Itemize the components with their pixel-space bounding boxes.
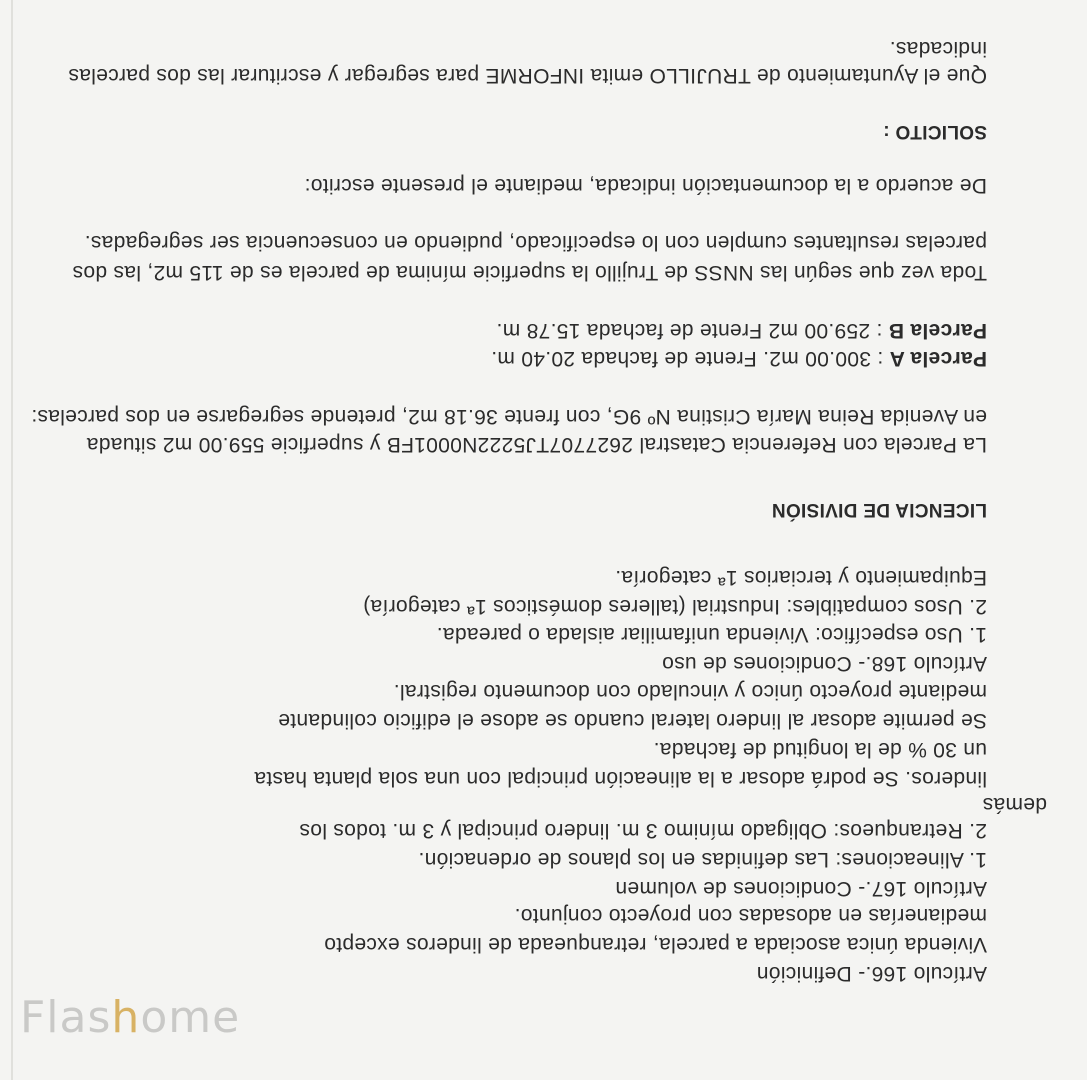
solicito-text-1a: Que el Ayuntamiento de TRUJILLO emita INFORME para segregar y escriturar las dos parcelas [68,64,987,87]
licencia-text-1a: La Parcela con Referencia Catastral 2627707TJ5222N0001FB y superficie 559.00 m2 situada [86,433,987,456]
watermark-logo [20,992,240,1043]
watermark-accent: h [111,992,141,1043]
watermark-text-b: ome [140,992,241,1043]
art167-item-1: 1. Alineaciones: Las definidas en los planos de ordenación. [418,848,987,871]
art167-item-2d: un 30 % de la longitud de fachada. [653,738,987,761]
solicito-heading: SOLICITO : [883,121,987,142]
watermark-text-a: Flas [20,992,112,1043]
art166-text-2: medianerías en adosadas con proyecto conjunto. [514,904,987,927]
art168-item-2: 2. Usos compatibles: Industrial (talleres domésticos 1ª categoría) [362,595,987,618]
scan-edge-line [11,0,13,1080]
art168-heading: Artículo 168.- Condiciones de uso [661,652,987,675]
licencia-heading: LICENCIA DE DIVISIÓN [771,499,987,520]
art167-item-2b: demás [982,793,1047,816]
art166-heading: Artículo 166.- Definición [756,962,987,985]
art167-item-2f: mediante proyecto único y vinculado con documento registral. [393,680,987,703]
licencia-text-3: De acuerdo a la documentación indicada, mediante el presente escrito: [304,174,987,197]
art167-item-2a: 2. Retranqueos: Obligado mínimo 3 m. lindero principal y 3 m. todos los [299,819,987,842]
parcela-b-label: Parcela B [888,319,987,342]
licencia-text-2b: parcelas resultantes cumplen con lo especificado, pudiendo en consecuencia ser segregadas. [84,231,987,254]
parcela-a-label: Parcela A [889,347,987,370]
art168-item-1: 1. Uso específico: Vivienda unifamiliar aislada o pareada. [436,623,987,646]
solicito-text-1b: indicadas. [889,37,987,60]
licencia-text-1b: en Avenida Reina María Cristina Nº 9G, con frente 36.18 m2, pretende segregarse en dos parcelas: [31,405,987,428]
art167-item-2e: Se permite adosar al lindero lateral cuando se adose el edificio colindante [278,709,987,732]
parcela-b-row [496,318,987,342]
parcela-a-row [491,346,987,370]
art167-heading: Artículo 167.- Condiciones de volumen [615,877,987,900]
licencia-text-2a: Toda vez que según las NNSS de Trujillo la superficie mínima de parcela es de 115 m2, las dos [72,261,987,284]
parcela-b-text: : 259.00 m2 Frente de fachada 15.78 m. [496,319,889,342]
art168-item-2b: Equipamiento y terciarios 1ª categoría. [615,566,987,589]
art167-item-2c: linderos. Se podrá adosar a la alineación principal con una sola planta hasta [254,767,987,790]
parcela-a-text: : 300.00 m2. Frente de fachada 20.40 m. [490,347,890,370]
art166-text-1: Vivienda única asociada a parcela, retranqueada de linderos excepto [324,933,987,956]
